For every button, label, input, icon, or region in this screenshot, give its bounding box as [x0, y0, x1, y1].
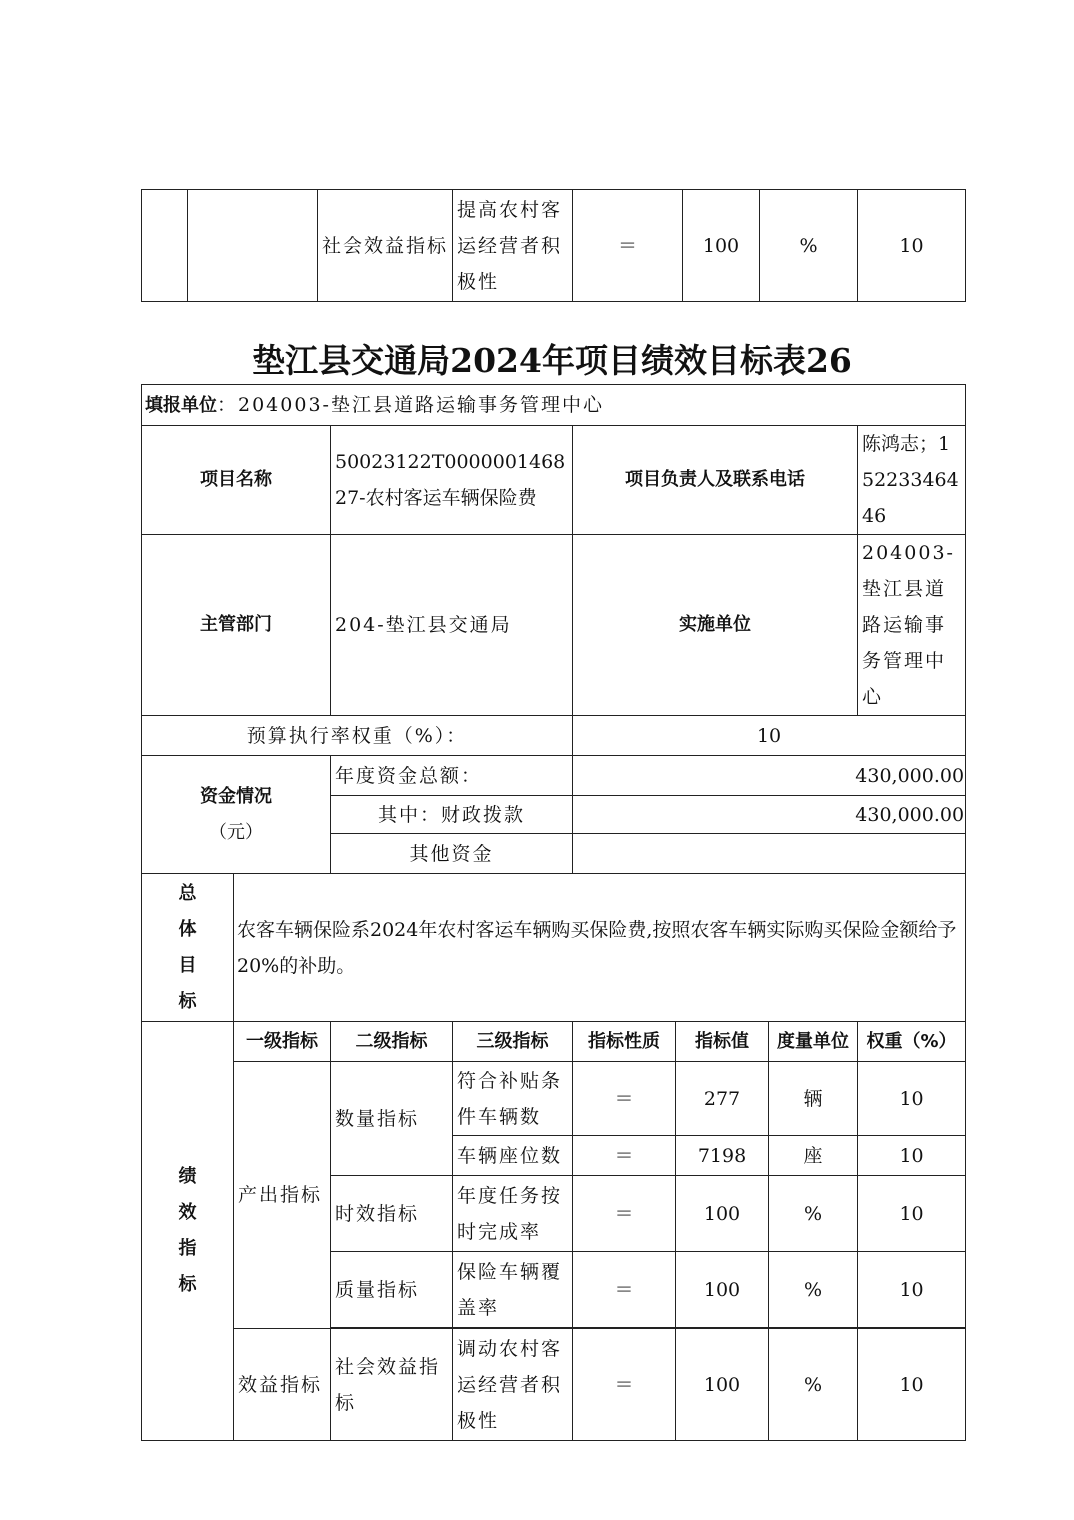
weight-cell: 10: [858, 1329, 966, 1441]
budget-rate-label: 预算执行率权重（%）：: [142, 716, 573, 756]
perf-label-char: 绩: [178, 1166, 197, 1187]
performance-table: [141, 384, 966, 1441]
table-row: [142, 426, 966, 535]
table-row: [142, 1062, 966, 1136]
unit-cell: %: [769, 1176, 858, 1252]
weight-cell: 10: [858, 1136, 966, 1176]
weight-cell: 10: [858, 1176, 966, 1252]
nature-cell: ＝: [573, 1329, 676, 1441]
nature-cell: ＝: [573, 1062, 676, 1136]
indicator-value: 100: [683, 190, 760, 302]
annual-total-label: 年度资金总额：: [331, 756, 573, 796]
indicator-unit: %: [760, 190, 858, 302]
reporting-unit: [142, 385, 966, 426]
value-cell: 100: [676, 1329, 769, 1441]
value-cell: 100: [676, 1252, 769, 1328]
level2-cell: 质量指标: [331, 1252, 453, 1328]
level3-cell: 保险车辆覆盖率: [453, 1252, 573, 1328]
responsible-value: 陈鸿志；15223346446: [858, 426, 966, 535]
overall-goal-label: [142, 874, 234, 1022]
header-level3: 三级指标: [453, 1022, 573, 1062]
tertiary-indicator: 提高农村客运经营者积极性: [453, 190, 573, 302]
indicator-nature: ＝: [573, 190, 683, 302]
continuation-table: [141, 189, 966, 302]
goal-label-char: 总: [178, 882, 197, 904]
unit-cell: 座: [769, 1136, 858, 1176]
level3-cell: 年度任务按时完成率: [453, 1176, 573, 1252]
table-row: [142, 190, 966, 302]
annual-total-value: 430,000.00: [573, 756, 966, 796]
dept-value: 204-垫江县交通局: [331, 535, 573, 716]
project-name-value: 50023122T000000146827-农村客运车辆保险费: [331, 426, 573, 535]
table-row: [142, 535, 966, 716]
level2-cell: 时效指标: [331, 1176, 453, 1252]
dept-label: 主管部门: [142, 535, 331, 716]
header-weight: 权重（%）: [858, 1022, 966, 1062]
unit-cell: %: [769, 1329, 858, 1441]
unit-cell: %: [769, 1252, 858, 1328]
level3-cell: 车辆座位数: [453, 1136, 573, 1176]
perf-label-char: 指: [178, 1238, 197, 1259]
table-row: [142, 756, 966, 796]
responsible-label: 项目负责人及联系电话: [573, 426, 858, 535]
table-row: [142, 1022, 966, 1062]
empty-cell: [142, 190, 188, 302]
funds-label-line2: （元）: [209, 821, 263, 843]
weight-cell: 10: [858, 1062, 966, 1136]
funds-label: [142, 756, 331, 874]
perf-label-char: 标: [178, 1274, 197, 1295]
table-row: [142, 716, 966, 756]
other-funds-value: [573, 834, 966, 874]
fiscal-label: 其中：财政拨款: [331, 796, 573, 834]
goal-label-char: 目: [178, 954, 197, 976]
fiscal-value: 430,000.00: [573, 796, 966, 834]
value-cell: 7198: [676, 1136, 769, 1176]
goal-label-char: 标: [178, 990, 197, 1012]
page-title: 垫江县交通局2024年项目绩效目标表26: [252, 341, 852, 380]
project-name-label: 项目名称: [142, 426, 331, 535]
impl-label: 实施单位: [573, 535, 858, 716]
value-cell: 100: [676, 1176, 769, 1252]
impl-value: 204003-垫江县道路运输事务管理中心: [858, 535, 966, 716]
empty-cell: [188, 190, 318, 302]
value-cell: 277: [676, 1062, 769, 1136]
weight-cell: 10: [858, 1252, 966, 1328]
unit-cell: 辆: [769, 1062, 858, 1136]
overall-goal-text: 农客车辆保险系2024年农村客运车辆购买保险费,按照农客车辆实际购买保险金额给予20%的补助。: [234, 874, 966, 1022]
indicator-weight: 10: [858, 190, 966, 302]
other-funds-label: 其他资金: [331, 834, 573, 874]
header-level2: 二级指标: [331, 1022, 453, 1062]
reporting-unit-value: ：204003-垫江县道路运输事务管理中心: [217, 393, 604, 416]
header-nature: 指标性质: [573, 1022, 676, 1062]
level2-cell: 社会效益指标: [331, 1329, 453, 1441]
level3-cell: 符合补贴条件车辆数: [453, 1062, 573, 1136]
nature-cell: ＝: [573, 1176, 676, 1252]
perf-label-char: 效: [178, 1202, 197, 1223]
level1-benefit: 效益指标: [234, 1329, 331, 1441]
header-unit: 度量单位: [769, 1022, 858, 1062]
reporting-unit-label: 填报单位: [145, 394, 217, 416]
header-level1: 一级指标: [234, 1022, 331, 1062]
funds-label-line1: 资金情况: [200, 785, 272, 807]
nature-cell: ＝: [573, 1252, 676, 1328]
table-row: [142, 874, 966, 1022]
level2-cell: 数量指标: [331, 1062, 453, 1176]
header-value: 指标值: [676, 1022, 769, 1062]
secondary-indicator: 社会效益指标: [318, 190, 453, 302]
perf-indicator-label: [142, 1022, 234, 1441]
table-row: [142, 385, 966, 426]
level3-cell: 调动农村客运经营者积极性: [453, 1329, 573, 1441]
table-row: [142, 1329, 966, 1441]
level1-output: 产出指标: [234, 1062, 331, 1329]
budget-rate-value: 10: [573, 716, 966, 756]
nature-cell: ＝: [573, 1136, 676, 1176]
goal-label-char: 体: [178, 918, 197, 940]
